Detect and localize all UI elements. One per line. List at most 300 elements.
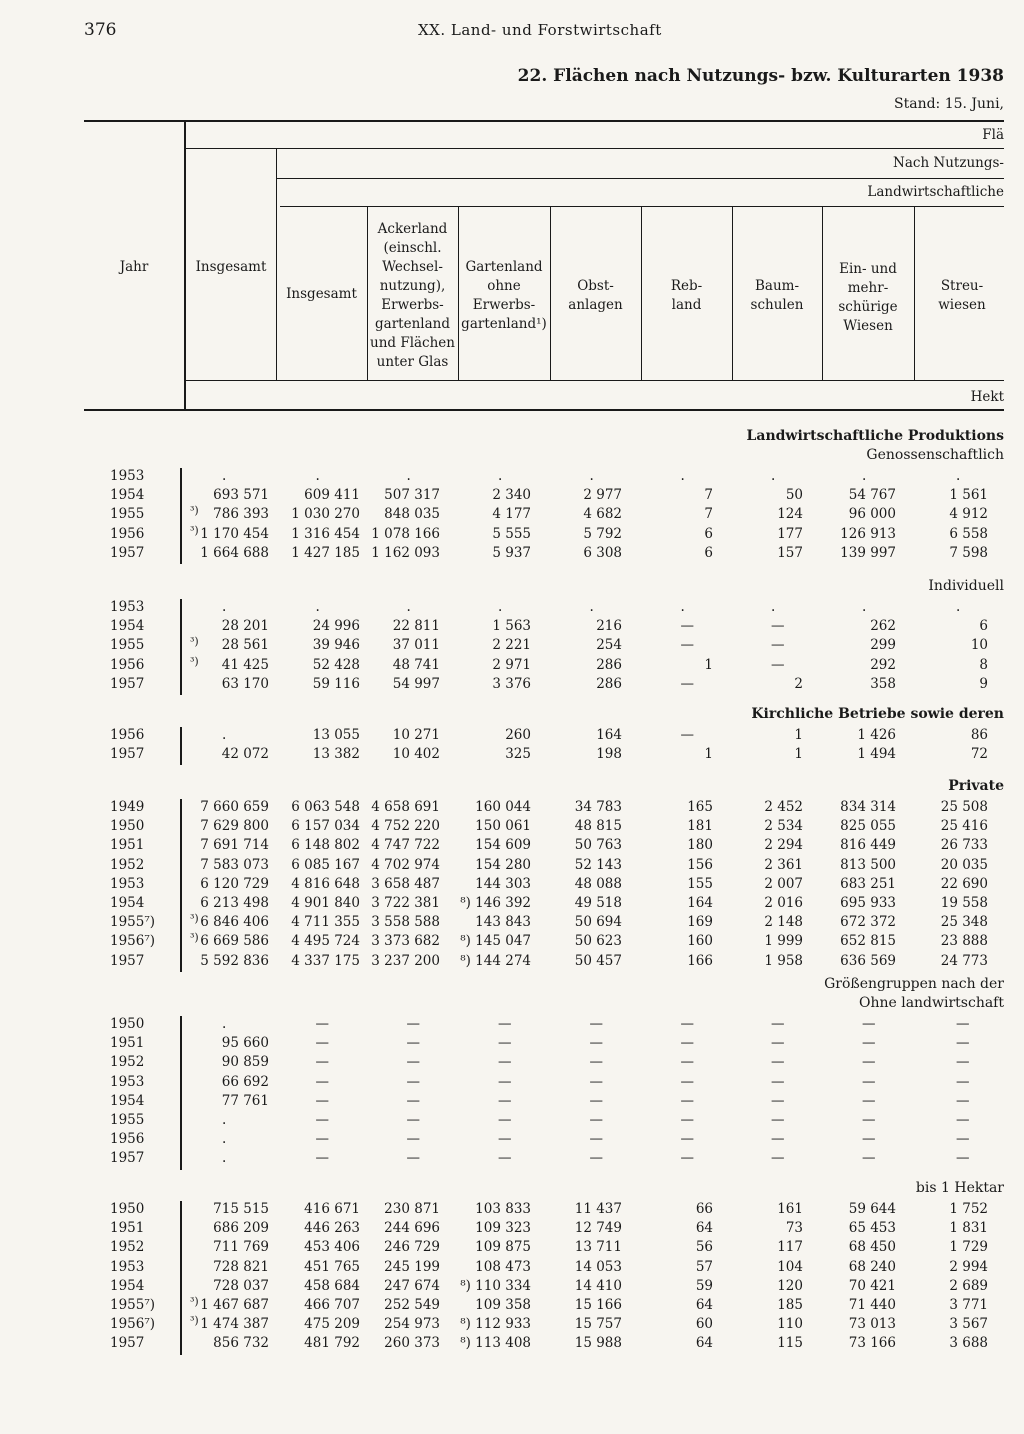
table-row bbox=[0, 1201, 1024, 1220]
table-cell: 4 711 355 bbox=[291, 914, 360, 931]
table-cell: 14 053 bbox=[574, 1258, 622, 1275]
table-cell: 20 035 bbox=[940, 856, 988, 873]
table-cell: — bbox=[771, 637, 785, 654]
table-cell: 73 bbox=[785, 1220, 803, 1237]
row-year: 1954 bbox=[110, 487, 145, 504]
table-cell: 70 421 bbox=[848, 1277, 896, 1294]
table-cell: 104 bbox=[777, 1258, 803, 1275]
table-cell: . bbox=[771, 468, 776, 484]
header-rule bbox=[186, 148, 1004, 149]
column-header bbox=[458, 258, 550, 334]
table-cell: 786 393 bbox=[213, 506, 269, 523]
column-header-line: Erwerbs- bbox=[381, 297, 444, 313]
table-cell: . bbox=[680, 468, 685, 484]
table-cell: 109 875 bbox=[475, 1239, 531, 1256]
column-header-line: Wiesen bbox=[843, 318, 893, 334]
table-cell: — bbox=[315, 1150, 329, 1167]
table-cell: 245 199 bbox=[384, 1258, 440, 1275]
table-row bbox=[0, 746, 1024, 765]
table-cell: 11 437 bbox=[574, 1201, 622, 1217]
table-cell: — bbox=[315, 1016, 329, 1032]
column-header-line: land bbox=[671, 297, 702, 313]
table-cell: 2 361 bbox=[764, 856, 803, 873]
table-cell: — bbox=[771, 1035, 785, 1052]
table-cell: 164 bbox=[596, 727, 622, 743]
table-cell: — bbox=[498, 1054, 512, 1071]
table-cell: 86 bbox=[970, 727, 988, 743]
table-cell: 110 bbox=[777, 1316, 803, 1333]
row-year: 1951 bbox=[110, 1035, 145, 1052]
table-cell: 26 733 bbox=[940, 837, 988, 854]
table-cell: 15 757 bbox=[574, 1316, 622, 1333]
row-year: 1953 bbox=[110, 1073, 145, 1090]
table-cell: 165 bbox=[687, 799, 713, 815]
table-cell: 64 bbox=[695, 1297, 713, 1313]
table-cell: 1 999 bbox=[764, 933, 803, 950]
table-cell: 7 660 659 bbox=[200, 799, 269, 815]
column-header-line: (einschl. bbox=[383, 240, 442, 256]
table-cell: 10 271 bbox=[392, 727, 440, 743]
table-cell: — bbox=[771, 1112, 785, 1128]
table-cell: 453 406 bbox=[304, 1239, 360, 1256]
table-cell: 66 bbox=[695, 1201, 713, 1217]
section-title: Private bbox=[948, 778, 1004, 794]
row-year: 1955⁷) bbox=[110, 914, 156, 931]
table-cell: 68 450 bbox=[848, 1239, 896, 1256]
table-cell: — bbox=[589, 1016, 603, 1032]
table-row bbox=[0, 1035, 1024, 1054]
table-cell: — bbox=[406, 1092, 420, 1109]
row-year: 1955 bbox=[110, 506, 145, 523]
column-header bbox=[641, 277, 732, 315]
table-cell: . bbox=[406, 468, 411, 484]
table-cell: 25 416 bbox=[940, 818, 988, 835]
header-jahr: Jahr bbox=[119, 259, 149, 275]
table-cell: — bbox=[589, 1112, 603, 1128]
table-cell: 4 752 220 bbox=[371, 818, 440, 835]
table-cell: — bbox=[406, 1131, 420, 1148]
table-cell: 154 280 bbox=[475, 856, 531, 873]
column-header-line: Erwerbs- bbox=[472, 297, 536, 313]
table-row bbox=[0, 837, 1024, 856]
table-cell: 1 563 bbox=[492, 618, 531, 635]
row-year: 1951 bbox=[110, 1220, 145, 1237]
table-cell: — bbox=[680, 1131, 694, 1148]
table-cell: 1 427 185 bbox=[291, 544, 360, 561]
row-year: 1956 bbox=[110, 1131, 145, 1148]
table-cell: 2 340 bbox=[492, 487, 531, 504]
table-cell: 7 583 073 bbox=[200, 856, 269, 873]
column-header-line: Baum- bbox=[754, 278, 800, 294]
table-cell: — bbox=[589, 1035, 603, 1052]
table-row bbox=[0, 1297, 1024, 1316]
column-header-line: Wechsel- bbox=[382, 259, 443, 275]
table-cell: . bbox=[589, 599, 594, 615]
table-row bbox=[0, 1074, 1024, 1093]
table-cell: 1 561 bbox=[949, 487, 988, 504]
table-cell: 15 988 bbox=[574, 1335, 622, 1352]
table-cell: 34 783 bbox=[574, 799, 622, 815]
table-row bbox=[0, 1220, 1024, 1239]
table-cell: 254 bbox=[596, 637, 622, 654]
table-cell: 109 358 bbox=[475, 1297, 531, 1313]
section-title: Ohne landwirtschaft bbox=[858, 995, 1004, 1011]
table-cell: 22 690 bbox=[940, 875, 988, 892]
table-row bbox=[0, 1112, 1024, 1131]
table-cell: 124 bbox=[777, 506, 803, 523]
section-title: bis 1 Hektar bbox=[915, 1180, 1004, 1196]
table-cell: 466 707 bbox=[304, 1297, 360, 1313]
column-header bbox=[550, 277, 641, 315]
header-landwirtschaftliche: Landwirtschaftliche bbox=[867, 184, 1004, 200]
row-year: 1956⁷) bbox=[110, 1316, 156, 1333]
table-cell: 50 457 bbox=[574, 952, 622, 969]
table-cell: — bbox=[498, 1150, 512, 1167]
table-cell: 693 571 bbox=[213, 487, 269, 504]
table-cell: 3 658 487 bbox=[371, 875, 440, 892]
column-header-line: schulen bbox=[750, 297, 804, 313]
table-row bbox=[0, 1239, 1024, 1258]
row-year: 1949 bbox=[110, 799, 145, 815]
table-cell: 686 209 bbox=[213, 1220, 269, 1237]
row-year: 1957 bbox=[110, 544, 145, 561]
table-cell: 695 933 bbox=[840, 895, 896, 911]
table-cell: 52 428 bbox=[312, 656, 360, 673]
table-cell: 8 bbox=[979, 656, 988, 673]
table-cell: 54 767 bbox=[848, 487, 896, 504]
table-cell: . bbox=[222, 1112, 227, 1128]
table-cell: — bbox=[680, 618, 694, 635]
page-number: 376 bbox=[84, 20, 117, 40]
group-bar bbox=[180, 1201, 182, 1355]
table-cell: 6 558 bbox=[949, 525, 988, 542]
table-cell: — bbox=[589, 1092, 603, 1109]
row-year: 1953 bbox=[110, 1258, 145, 1275]
row-footnote: ³) bbox=[190, 1314, 199, 1328]
table-cell: 683 251 bbox=[840, 875, 896, 892]
row-year: 1957 bbox=[110, 675, 145, 692]
table-cell: 115 bbox=[777, 1335, 803, 1352]
table-cell: . bbox=[315, 468, 320, 484]
table-cell: 672 372 bbox=[840, 914, 896, 931]
table-cell: 652 815 bbox=[840, 933, 896, 950]
column-header-line: Gartenland bbox=[465, 259, 543, 275]
table-cell: — bbox=[956, 1131, 970, 1148]
table-cell: 358 bbox=[870, 675, 896, 692]
table-cell: 1 bbox=[704, 656, 713, 673]
table-cell: 3 567 bbox=[949, 1316, 988, 1333]
section-title: Genossenschaftlich bbox=[866, 447, 1004, 463]
row-footnote: ³) bbox=[190, 504, 199, 518]
table-cell: 4 337 175 bbox=[291, 952, 360, 969]
table-cell: 4 912 bbox=[949, 506, 988, 523]
table-row bbox=[0, 895, 1024, 914]
group-bar bbox=[180, 1016, 182, 1170]
table-cell: 1 316 454 bbox=[291, 525, 360, 542]
table-cell: 156 bbox=[687, 856, 713, 873]
table-cell: 1 958 bbox=[764, 952, 803, 969]
table-cell: 416 671 bbox=[304, 1201, 360, 1217]
table-cell: 4 177 bbox=[492, 506, 531, 523]
header-rule bbox=[276, 178, 1004, 179]
table-cell: 816 449 bbox=[840, 837, 896, 854]
table-cell: — bbox=[862, 1131, 876, 1148]
table-cell: 24 773 bbox=[940, 952, 988, 969]
table-cell: 2 bbox=[794, 675, 803, 692]
row-footnote: ³) bbox=[190, 654, 199, 668]
row-year: 1955⁷) bbox=[110, 1297, 156, 1313]
table-cell: 77 761 bbox=[221, 1092, 269, 1109]
table-cell: 813 500 bbox=[840, 856, 896, 873]
table-cell: . bbox=[589, 468, 594, 484]
table-cell: — bbox=[589, 1054, 603, 1071]
table-cell: 28 201 bbox=[221, 618, 269, 635]
table-cell: 50 763 bbox=[574, 837, 622, 854]
table-row bbox=[0, 876, 1024, 895]
table-cell: 1 bbox=[794, 746, 803, 763]
table-cell: 2 294 bbox=[764, 837, 803, 854]
table-cell: — bbox=[862, 1150, 876, 1167]
table-row bbox=[0, 818, 1024, 837]
table-cell: 6 063 548 bbox=[291, 799, 360, 815]
table-row bbox=[0, 953, 1024, 972]
section-title: Landwirtschaftliche Produktions bbox=[746, 428, 1004, 444]
table-cell: 10 402 bbox=[392, 746, 440, 763]
table-cell: 3 237 200 bbox=[371, 952, 440, 969]
table-cell: 230 871 bbox=[384, 1201, 440, 1217]
table-cell: 1 467 687 bbox=[200, 1297, 269, 1313]
table-cell: 52 143 bbox=[574, 856, 622, 873]
table-cell: 39 946 bbox=[312, 637, 360, 654]
table-cell: . bbox=[222, 727, 227, 743]
table-cell: 856 732 bbox=[213, 1335, 269, 1352]
table-cell: 25 348 bbox=[940, 914, 988, 931]
table-cell: 299 bbox=[870, 637, 896, 654]
table-cell: 63 170 bbox=[221, 675, 269, 692]
table-cell: — bbox=[771, 1073, 785, 1090]
table-cell: . bbox=[680, 599, 685, 615]
table-cell: 64 bbox=[695, 1220, 713, 1237]
table-cell: 25 508 bbox=[940, 799, 988, 815]
table-cell: 1 162 093 bbox=[371, 544, 440, 561]
row-year: 1954 bbox=[110, 895, 145, 911]
column-header-line: und Flächen bbox=[370, 335, 455, 351]
table-row bbox=[0, 1016, 1024, 1035]
table-cell: 6 669 586 bbox=[200, 933, 269, 950]
table-cell: — bbox=[315, 1092, 329, 1109]
table-cell: 64 bbox=[695, 1335, 713, 1352]
table-cell: 3 771 bbox=[949, 1297, 988, 1313]
table-cell: . bbox=[862, 599, 867, 615]
column-header-line: Reb- bbox=[670, 278, 703, 294]
table-row bbox=[0, 487, 1024, 506]
column-header-line: mehr- bbox=[847, 280, 889, 296]
table-cell: 6 bbox=[979, 618, 988, 635]
table-cell: — bbox=[771, 656, 785, 673]
table-cell: 6 085 167 bbox=[291, 856, 360, 873]
table-cell: 3 376 bbox=[492, 675, 531, 692]
table-cell: 144 303 bbox=[475, 875, 531, 892]
table-cell: 1 170 454 bbox=[200, 525, 269, 542]
table-cell: 2 977 bbox=[583, 487, 622, 504]
table-cell: 2 689 bbox=[949, 1277, 988, 1294]
table-cell: — bbox=[315, 1131, 329, 1148]
table-cell: 6 308 bbox=[583, 544, 622, 561]
table-cell: 1 030 270 bbox=[291, 506, 360, 523]
table-row bbox=[0, 676, 1024, 695]
table-cell: 54 997 bbox=[392, 675, 440, 692]
table-cell: 120 bbox=[777, 1277, 803, 1294]
table-cell: 23 888 bbox=[940, 933, 988, 950]
table-cell: — bbox=[862, 1016, 876, 1032]
table-cell: 49 518 bbox=[574, 895, 622, 911]
table-cell: — bbox=[406, 1150, 420, 1167]
header-unit: Hekt bbox=[970, 389, 1004, 405]
table-cell: 3 558 588 bbox=[371, 914, 440, 931]
header-nach-nutzungs: Nach Nutzungs- bbox=[893, 155, 1004, 171]
table-cell: 169 bbox=[687, 914, 713, 931]
column-header bbox=[732, 277, 822, 315]
table-cell: ⁸) 113 408 bbox=[460, 1335, 531, 1352]
table-cell: — bbox=[862, 1035, 876, 1052]
table-cell: . bbox=[222, 599, 227, 615]
column-header-line: Insgesamt bbox=[286, 286, 357, 302]
column-header-line: Ein- und bbox=[839, 261, 897, 277]
table-cell: 13 711 bbox=[574, 1239, 622, 1256]
table-row bbox=[0, 545, 1024, 564]
table-cell: 59 644 bbox=[848, 1201, 896, 1217]
column-header-line: nutzung), bbox=[379, 278, 446, 294]
column-header-line: Ackerland bbox=[377, 221, 448, 237]
table-cell: 3 373 682 bbox=[371, 933, 440, 950]
row-year: 1955 bbox=[110, 637, 145, 654]
table-cell: 711 769 bbox=[213, 1239, 269, 1256]
table-cell: . bbox=[222, 1016, 227, 1032]
table-cell: — bbox=[680, 727, 694, 743]
table-cell: 247 674 bbox=[384, 1277, 440, 1294]
table-cell: 161 bbox=[777, 1201, 803, 1217]
row-year: 1952 bbox=[110, 856, 145, 873]
table-row bbox=[0, 1316, 1024, 1335]
table-cell: — bbox=[956, 1016, 970, 1032]
table-cell: — bbox=[406, 1054, 420, 1071]
table-row bbox=[0, 914, 1024, 933]
table-cell: — bbox=[680, 1112, 694, 1128]
table-cell: 50 bbox=[785, 487, 803, 504]
table-cell: 9 bbox=[979, 675, 988, 692]
section-title: Größengruppen nach der bbox=[824, 976, 1004, 992]
table-cell: — bbox=[771, 1054, 785, 1071]
row-footnote: ³) bbox=[190, 523, 199, 537]
table-cell: 59 bbox=[695, 1277, 713, 1294]
table-cell: 286 bbox=[596, 675, 622, 692]
table-cell: 3 688 bbox=[949, 1335, 988, 1352]
header-flaechen: Flä bbox=[982, 127, 1004, 143]
table-cell: ⁸) 110 334 bbox=[460, 1277, 531, 1294]
table-cell: — bbox=[862, 1054, 876, 1071]
table-cell: ⁸) 145 047 bbox=[460, 933, 531, 950]
header-bottom-rule bbox=[84, 409, 1004, 411]
table-cell: . bbox=[222, 1150, 227, 1167]
table-cell: 60 bbox=[695, 1316, 713, 1333]
table-row bbox=[0, 1259, 1024, 1278]
table-cell: 71 440 bbox=[848, 1297, 896, 1313]
table-cell: 56 bbox=[695, 1239, 713, 1256]
row-footnote: ³) bbox=[190, 635, 199, 649]
table-cell: 50 694 bbox=[574, 914, 622, 931]
row-footnote: ³) bbox=[190, 931, 199, 945]
table-cell: 180 bbox=[687, 837, 713, 854]
table-cell: — bbox=[498, 1131, 512, 1148]
table-cell: — bbox=[589, 1150, 603, 1167]
table-cell: — bbox=[956, 1112, 970, 1128]
table-cell: 292 bbox=[870, 656, 896, 673]
header-insgesamt: Insgesamt bbox=[195, 259, 267, 275]
table-cell: — bbox=[771, 1150, 785, 1167]
table-cell: 37 011 bbox=[392, 637, 440, 654]
table-cell: 65 453 bbox=[848, 1220, 896, 1237]
table-row bbox=[0, 523, 1024, 545]
table-cell: 1 474 387 bbox=[200, 1316, 269, 1333]
table-cell: — bbox=[498, 1035, 512, 1052]
table-cell: — bbox=[680, 1054, 694, 1071]
table-cell: 834 314 bbox=[840, 799, 896, 815]
table-cell: 177 bbox=[777, 525, 803, 542]
table-cell: 6 bbox=[704, 525, 713, 542]
row-year: 1957 bbox=[110, 746, 145, 763]
table-row bbox=[0, 857, 1024, 876]
column-header-line: wiesen bbox=[938, 297, 986, 313]
table-row bbox=[0, 637, 1024, 656]
table-cell: 154 609 bbox=[475, 837, 531, 854]
row-year: 1951 bbox=[110, 837, 145, 854]
column-header-line: ohne bbox=[487, 278, 521, 294]
row-year: 1954 bbox=[110, 1092, 145, 1109]
table-cell: . bbox=[498, 468, 503, 484]
table-cell: 73 013 bbox=[848, 1316, 896, 1333]
table-cell: — bbox=[589, 1073, 603, 1090]
table-row bbox=[0, 1335, 1024, 1354]
row-year: 1953 bbox=[110, 468, 145, 484]
table-cell: 1 078 166 bbox=[371, 525, 440, 542]
table-cell: 2 994 bbox=[949, 1258, 988, 1275]
row-year: 1950 bbox=[110, 1201, 145, 1217]
table-row bbox=[0, 799, 1024, 818]
table-cell: 5 592 836 bbox=[200, 952, 269, 969]
table-cell: 2 016 bbox=[764, 895, 803, 911]
table-cell: 4 682 bbox=[583, 506, 622, 523]
table-cell: 1 729 bbox=[949, 1239, 988, 1256]
table-cell: 42 072 bbox=[221, 746, 269, 763]
table-cell: — bbox=[956, 1092, 970, 1109]
table-cell: — bbox=[406, 1112, 420, 1128]
table-title: 22. Flächen nach Nutzungs- bzw. Kulturarten 1938 bbox=[517, 66, 1004, 86]
table-cell: 1 bbox=[794, 727, 803, 743]
table-cell: 10 bbox=[970, 637, 988, 654]
column-header-line: schürige bbox=[838, 299, 898, 315]
table-row bbox=[0, 727, 1024, 746]
table-cell: — bbox=[771, 1131, 785, 1148]
table-cell: . bbox=[222, 468, 227, 484]
table-cell: 4 495 724 bbox=[291, 933, 360, 950]
table-cell: . bbox=[406, 599, 411, 615]
table-cell: — bbox=[680, 637, 694, 654]
column-header-line: gartenland¹) bbox=[461, 316, 547, 332]
table-cell: 157 bbox=[777, 544, 803, 561]
row-footnote: ³) bbox=[190, 912, 199, 926]
group-bar bbox=[180, 468, 182, 564]
table-cell: . bbox=[498, 599, 503, 615]
